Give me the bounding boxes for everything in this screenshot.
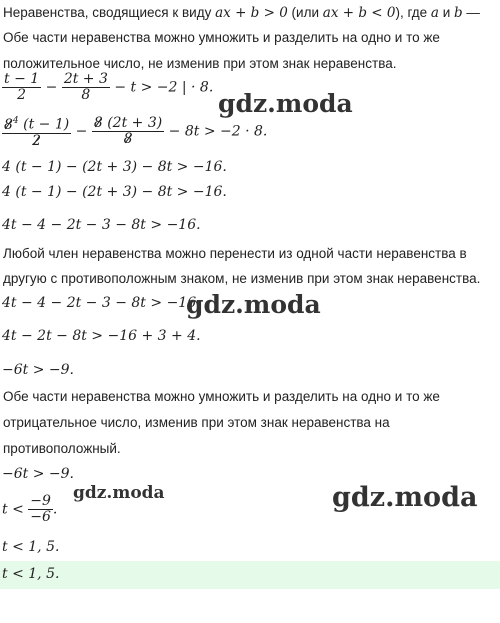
equation-1: $\frac{t - 1}{2}$ − $\frac{2t + 3}{8}$ − t > −2 | · 8.	[4, 71, 214, 103]
watermark: gdz.moda	[186, 290, 321, 319]
equation-9: −6t > −9.	[2, 466, 74, 482]
watermark: gdz.moda	[73, 483, 165, 503]
equation-8: −6t > −9.	[2, 362, 74, 378]
rule-text-line: положительное число, не изменив при этом знак неравенства.	[3, 56, 397, 71]
watermark: gdz.moda	[332, 482, 478, 513]
equation-3: 4 (t − 1) − (2t + 3) − 8t > −16.	[2, 159, 227, 175]
answer-highlight	[0, 561, 500, 589]
equation-11: t < 1, 5.	[2, 539, 60, 555]
watermark: gdz.moda	[218, 89, 353, 118]
equation-10: t < $\frac{-9}{-6}$ .	[2, 493, 58, 525]
equation-6: 4t − 4 − 2t − 3 − 8t > −16.	[2, 295, 201, 311]
equation-7: 4t − 2t − 8t > −16 + 3 + 4.	[2, 328, 201, 344]
rule-text-line: противоположный.	[3, 441, 121, 456]
rule-text-line: другую с противоположным знаком, не изменив при этом знак неравенства.	[3, 271, 481, 286]
rule-text-line: Обе части неравенства можно умножить и разделить на одно и то же	[3, 30, 440, 45]
equation-4: 4 (t − 1) − (2t + 3) − 8t > −16.	[2, 184, 227, 200]
rule-text-line: Любой член неравенства можно перенести из одной части неравенства в	[3, 246, 467, 261]
equation-5: 4t − 4 − 2t − 3 − 8t > −16.	[2, 217, 201, 233]
rule-text-line: Неравенства, сводящиеся к виду ax + b > 0 (или ax + b < 0), где a и b —	[3, 5, 480, 21]
final-answer: t < 1, 5.	[2, 566, 60, 582]
equation-2: $\frac{8^4 (t - 1)}{2}$ − $\frac{8 (2t + 3)}{8}$ − 8t > −2 · 8.	[4, 114, 268, 149]
rule-text-line: отрицательное число, изменив при этом знак неравенства на	[3, 415, 390, 430]
rule-text-line: Обе части неравенства можно умножить и разделить на одно и то же	[3, 389, 440, 404]
